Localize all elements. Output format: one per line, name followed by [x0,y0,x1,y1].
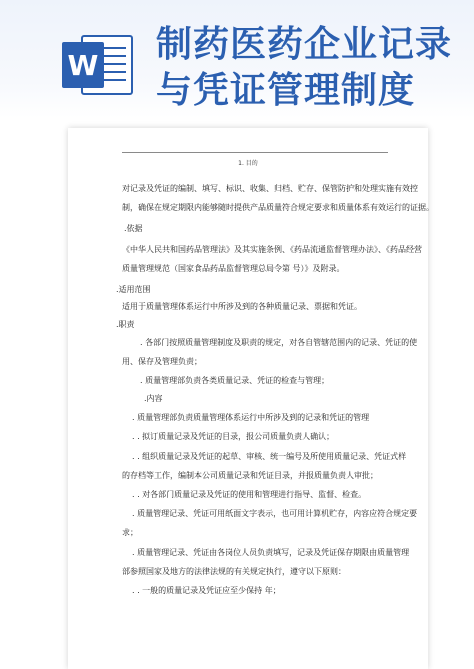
body-line: . . 对各部门质量记录及凭证的使用和管理进行指导、监督、检查。 [132,490,367,499]
banner [0,0,474,118]
section-heading: .依据 [124,224,143,233]
body-line: 《中华人民共和国药品管理法》及其实施条例、《药品流通监督管理办法》、《药品经营 [122,245,422,254]
body-line: . 各部门按照质量管理制度及职责的规定，对各自管辖范围内的记录、凭证的使 [140,338,418,347]
body-line: . 质量管理记录、凭证可用纸面文字表示，也可用计算机贮存，内容应符合规定要 [132,509,418,518]
body-line: . . 一般的质量记录及凭证应至少保持 年； [132,586,281,595]
body-line: 制，确保在规定期限内能够随时提供产品质量符合规定要求和质量体系有效运行的证据。 [122,203,434,212]
section-heading: 1. 目的 [238,160,258,167]
body-line: . 质量管理记录、凭证由各岗位人员负责填写，记录及凭证保存期限由质量管理 [132,548,410,557]
word-letter: W [67,49,99,82]
body-line: 部参照国家及地方的法律法规的有关规定执行，遵守以下原则： [122,567,346,576]
body-line: 质量管理规范（国家食品药品监督管理总局令第 号）》及附录。 [122,264,345,273]
word-document-icon [60,30,136,100]
body-line: . . 拟订质量记录及凭证的目录，报公司质量负责人确认； [132,432,335,441]
body-line: 适用于质量管理体系运行中所涉及到的各种质量记录、票据和凭证。 [122,302,362,311]
body-line: . 质量管理部负责各类质量记录、凭证的检查与管理； [140,376,330,385]
document-title [156,22,452,114]
header-rule [122,152,388,153]
section-heading: .适用范围 [116,285,151,294]
body-line: 用、保存及管理负责； [122,357,202,366]
section-heading: .职责 [116,320,135,329]
body-line: 求； [122,528,138,537]
body-line: 对记录及凭证的编制、填写、标识、收集、归档、贮存、保管防护和处理实施有效控 [122,184,418,193]
body-line: . . 组织质量记录及凭证的起草、审核、统一编号及所使用质量记录、凭证式样 [132,452,407,461]
body-line: . 质量管理部负责质量管理体系运行中所涉及到的记录和凭证的管理 [132,413,370,422]
body-line: 的存档等工作，编制本公司质量记录和凭证目录，并报质量负责人审批； [122,471,378,480]
section-heading: .内容 [144,394,163,403]
title-line-1: 制药医药企业记录 [156,24,453,65]
document-page [68,128,434,669]
title-line-2: 与凭证管理制度 [156,70,416,111]
